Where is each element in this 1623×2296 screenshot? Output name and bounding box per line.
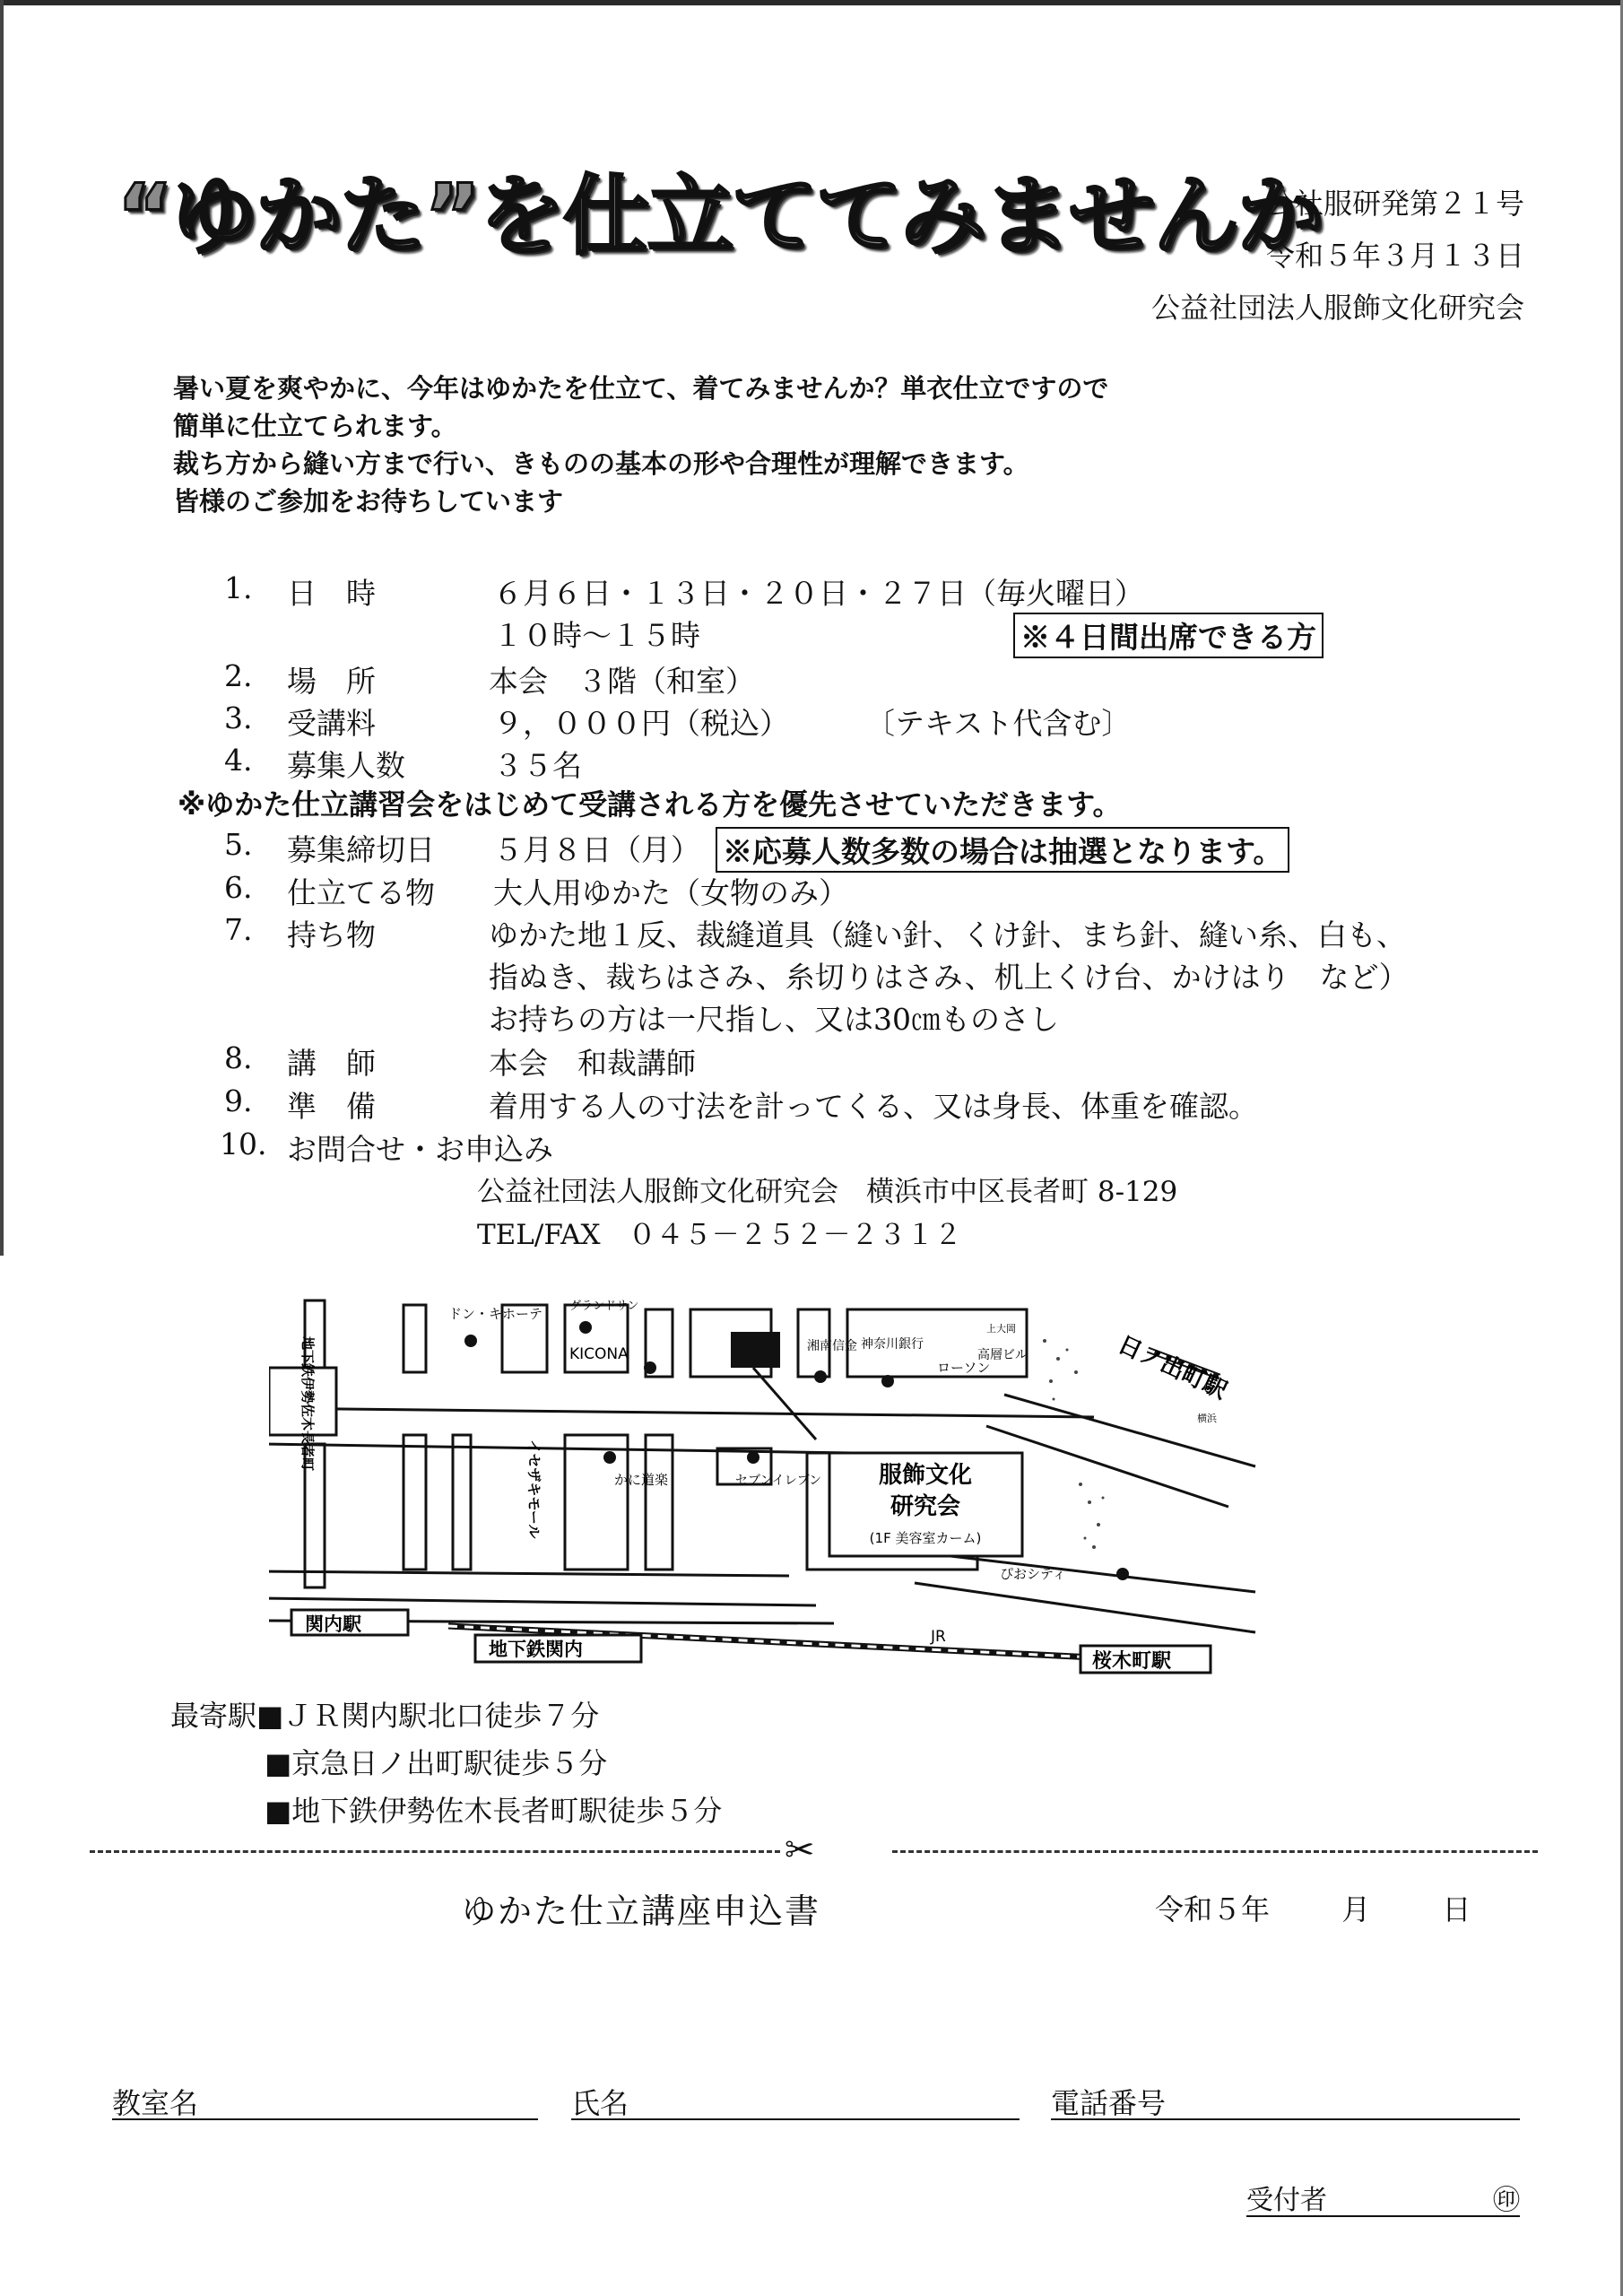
map-texture: [1043, 1339, 1105, 1549]
kicona-label: KICONA: [569, 1345, 629, 1363]
shonan-label: 湘南信金: [807, 1339, 857, 1353]
item-number: 9.: [224, 1083, 253, 1118]
item-value: 本会 和裁講師: [489, 1046, 696, 1081]
item-number: 2.: [224, 658, 253, 693]
receiver-label: 受付者: [1246, 2185, 1327, 2216]
nearest-stations: [170, 1692, 722, 1835]
item-label: 持ち物: [287, 918, 376, 952]
document-date: 令和５年３月１３日: [1265, 239, 1524, 273]
item-value: ５月８日（月）: [493, 832, 700, 867]
station-line: ■地下鉄伊勢佐木長者町駅徒歩５分: [265, 1794, 723, 1828]
seven-eleven-label: セブンイレブン: [735, 1474, 822, 1488]
map-street: [1004, 1395, 1255, 1466]
application-date-month: 月: [1341, 1892, 1371, 1926]
item-value: お持ちの方は一尺指し、又は30㎝ものさし: [489, 1002, 1059, 1037]
item-value: ３５名: [493, 748, 582, 783]
sakuragicho-station-label: 桜木町駅: [1092, 1650, 1172, 1673]
isezaki-mall-label: イセザキモール: [525, 1439, 542, 1539]
item-number: 6.: [224, 870, 253, 905]
yokohama-label: 横浜: [1197, 1413, 1217, 1424]
item-number: 4.: [224, 743, 253, 778]
item-label: 仕立てる物: [287, 875, 435, 910]
scissors-icon: ✂: [785, 1830, 815, 1871]
item-value: ６月６日・１３日・２０日・２７日（毎火曜日）: [493, 576, 1144, 611]
kanagawa-label: 神奈川銀行: [861, 1337, 924, 1352]
seal-icon: ㊞: [1493, 2185, 1520, 2216]
cut-line: [892, 1850, 1538, 1853]
don-quijote-label: ドン・キホーテ: [448, 1306, 543, 1322]
venue-label-1: 服飾文化: [878, 1462, 973, 1489]
application-date-day: 日: [1442, 1892, 1471, 1926]
station-jr: ■ＪＲ関内駅北口徒歩７分: [256, 1699, 600, 1733]
item-value: 指ぬき、裁ちはさみ、糸切りはさみ、机上くけ台、かけはり など）: [489, 960, 1409, 995]
name-field[interactable]: [571, 2081, 1020, 2120]
item-value: 本会 ３階（和室）: [489, 664, 755, 699]
page-border-top: [0, 0, 1623, 5]
classroom-label: 教室名: [112, 2086, 199, 2120]
map-block: [404, 1435, 426, 1570]
item-value: １０時～１５時: [493, 618, 700, 653]
map-block: [453, 1435, 471, 1570]
venue-pointer: [753, 1368, 816, 1439]
priority-notice: ※ゆかた仕立講習会をはじめて受講される方を優先させていただきます。: [178, 787, 1122, 822]
kannai-station-label: 関内駅: [305, 1613, 361, 1635]
map-street: [269, 1571, 789, 1576]
kanagawa-marker: [881, 1375, 894, 1387]
phone-label: 電話番号: [1051, 2086, 1167, 2120]
kanidouraku-label: かに道楽: [614, 1472, 669, 1488]
kicona-marker: [644, 1361, 656, 1374]
takaso-label: 高層ビル: [977, 1348, 1028, 1362]
phone-field[interactable]: [1051, 2081, 1520, 2120]
attendance-note: ※４日間出席できる方: [1013, 613, 1324, 658]
item-number: 1.: [224, 570, 253, 605]
hinode-station-label: 日ノ出町駅: [1114, 1331, 1231, 1405]
lawson-label: ローソン: [937, 1360, 991, 1376]
page-border-left: [0, 0, 4, 1256]
intro-line: 裁ち方から縫い方まで行い、きものの基本の形や合理性が理解できます。: [173, 448, 1029, 479]
item-label: 講 師: [287, 1046, 376, 1081]
map-block: [565, 1435, 628, 1570]
subway-kannai-label: 地下鉄関内: [489, 1639, 583, 1660]
kanidouraku-marker: [603, 1451, 616, 1464]
item-number: 3.: [224, 700, 253, 735]
intro-line: 暑い夏を爽やかに、今年はゆかたを仕立て、着てみませんか？単衣仕立ですので: [173, 373, 1109, 404]
application-form-title: ゆかた仕立講座申込書: [462, 1892, 821, 1931]
pio-city-marker: [1116, 1568, 1129, 1580]
intro-paragraph: [173, 370, 1108, 520]
item-value: ゆかた地１反、裁縫道具（縫い針、くけ針、まち針、縫い糸、白も、: [489, 918, 1406, 952]
item-label: 受講料: [287, 706, 376, 741]
station-line: ■京急日ノ出町駅徒歩５分: [265, 1746, 608, 1780]
item-value: 着用する人の寸法を計ってくる、又は身長、体重を確認。: [489, 1089, 1258, 1124]
isezaki-station-label: 地下鉄伊勢佐木長者町: [299, 1335, 316, 1472]
map-block: [646, 1435, 673, 1570]
name-label: 氏名: [571, 2086, 629, 2120]
map-street: [269, 1598, 816, 1605]
lottery-note: ※応募人数多数の場合は抽選となります。: [716, 827, 1289, 873]
page-title: “ゆかた”を仕立ててみませんか: [117, 166, 1323, 266]
map-block: [404, 1305, 426, 1372]
venue-label-2: 研究会: [890, 1493, 961, 1520]
venue-building-marker: [731, 1332, 780, 1368]
fee-note: 〔テキスト代含む〕: [865, 706, 1132, 741]
item-number: 7.: [224, 912, 253, 947]
intro-line: 簡単に仕立てられます。: [173, 411, 457, 441]
application-date-era: 令和５年: [1155, 1892, 1271, 1926]
item-label: 募集締切日: [287, 832, 435, 867]
grand-sun-label: グランドサン: [569, 1300, 639, 1313]
intro-line: 皆様のご参加をお待ちしています: [173, 486, 564, 517]
item-number: 8.: [224, 1040, 253, 1075]
issuing-organization: 公益社団法人服飾文化研究会: [1150, 291, 1524, 325]
contact-address-text: 公益社団法人服飾文化研究会 横浜市中区長者町 8-129: [477, 1176, 1178, 1208]
pio-city-label: ぴおシティ: [1000, 1566, 1066, 1582]
receiver-field[interactable]: [1246, 2178, 1520, 2217]
kamiooka-label: 上大岡: [986, 1323, 1016, 1335]
jr-label: JR: [931, 1628, 946, 1646]
station-label: 最寄駅: [170, 1699, 257, 1733]
item-label: 場 所: [287, 664, 376, 699]
access-map: [269, 1296, 1264, 1682]
application-date: [1155, 1887, 1471, 1928]
document-info: [1151, 178, 1524, 334]
cut-line: [90, 1850, 780, 1853]
item-number: 5.: [224, 827, 253, 862]
item-value: 大人用ゆかた（女物のみ）: [493, 875, 848, 910]
item-value: ９，０００円（税込）: [493, 706, 789, 741]
map-street: [950, 1556, 1255, 1592]
item-label: お問合せ・お申込み: [287, 1132, 553, 1167]
don-quijote-marker: [464, 1335, 477, 1347]
contact-phone-text: TEL/FAX ０４５－２５２－２３１２: [477, 1219, 962, 1251]
item-label: 募集人数: [287, 748, 405, 783]
document-number: 公社服研発第２１号: [1265, 187, 1524, 221]
item-number: 10.: [220, 1126, 267, 1161]
seven-eleven-marker: [747, 1451, 759, 1464]
item-label: 準 備: [287, 1089, 376, 1124]
item-label: 日 時: [287, 576, 376, 611]
map-street: [269, 1408, 1094, 1417]
venue-label-3: (1F 美容室カーム): [869, 1530, 982, 1546]
station-line: [170, 1692, 722, 1740]
map-street: [915, 1583, 1255, 1632]
shonan-marker: [814, 1370, 827, 1383]
classroom-field[interactable]: [112, 2081, 538, 2120]
grand-sun-marker: [579, 1321, 592, 1334]
